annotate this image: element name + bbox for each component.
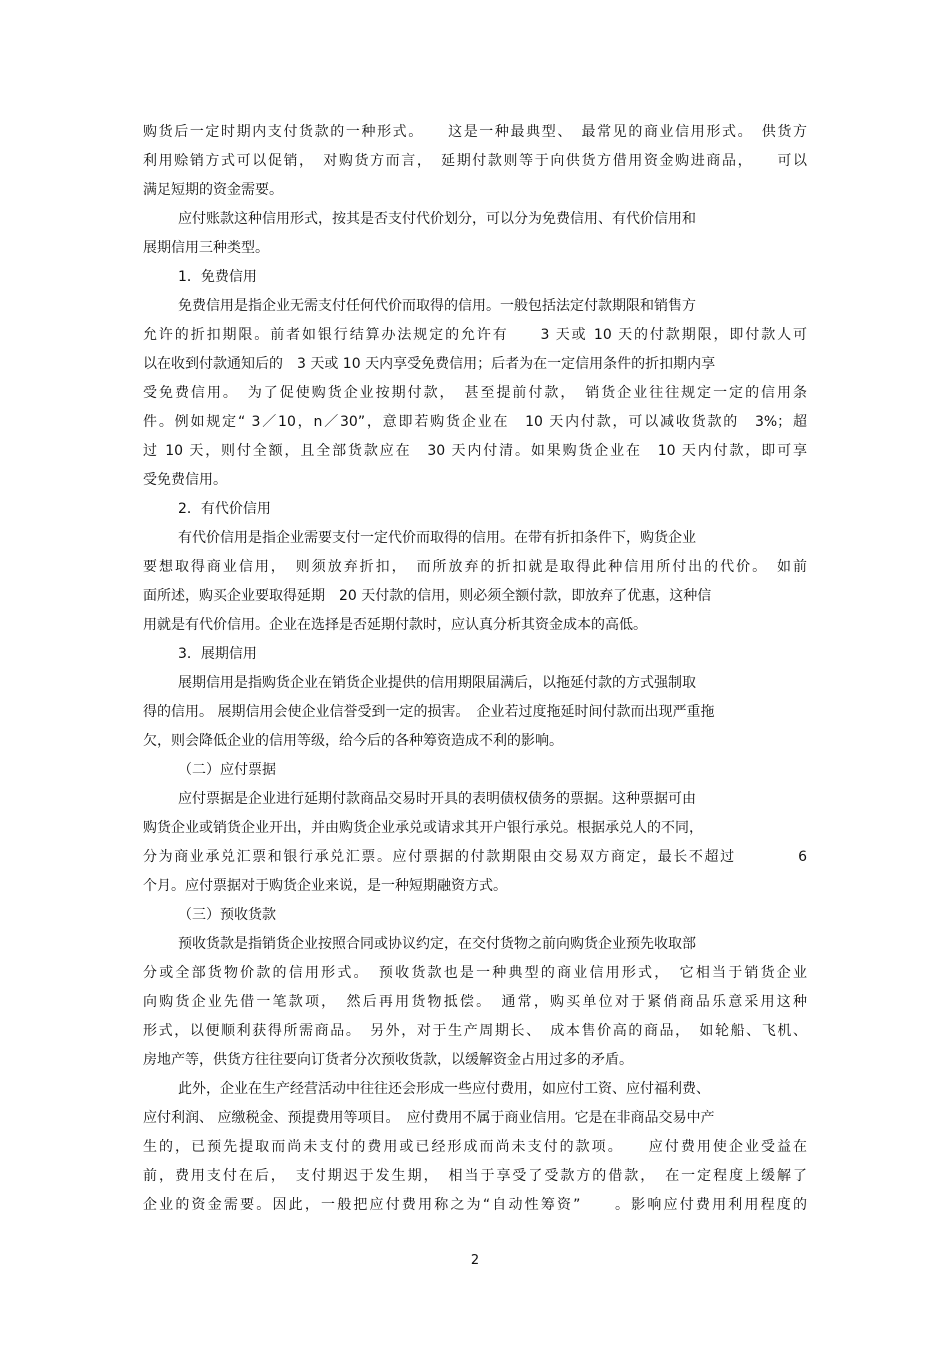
paragraph-first-line: 有代价信用是指企业需要支付一定代价而取得的信用。在带有折扣条件下，购货企业	[178, 530, 696, 546]
text-line: 件。例如规定“ 3／10，n／30”，意即若购货企业在 10 天内付款，可以减收货款的 3%；超	[143, 414, 807, 430]
section-heading: 1．免费信用	[178, 269, 257, 285]
text-line: 个月。应付票据对于购货企业来说，是一种短期融资方式。	[143, 878, 507, 894]
text-line: 用就是有代价信用。企业在选择是否延期付款时，应认真分析其资金成本的高低。	[143, 617, 647, 633]
text-line: 受免费信用。	[143, 472, 227, 488]
text-line: 受免费信用。 为了促使购货企业按期付款， 甚至提前付款， 销货企业往往规定一定的信用条	[143, 385, 807, 401]
text-line: 购货后一定时期内支付货款的一种形式。 这是一种最典型、 最常见的商业信用形式。 供货方	[143, 124, 807, 140]
paragraph-first-line: 此外，企业在生产经营活动中往往还会形成一些应付费用，如应付工资、应付福利费、	[178, 1081, 710, 1097]
text-line: 企业的资金需要。因此，一般把应付费用称之为“自动性筹资” 。影响应付费用利用程度的	[143, 1197, 807, 1213]
text-line: 利用赊销方式可以促销， 对购货方而言， 延期付款则等于向供货方借用资金购进商品， 可以	[143, 153, 807, 169]
text-line: 展期信用三种类型。	[143, 240, 269, 256]
text-line: 分或全部货物价款的信用形式。 预收货款也是一种典型的商业信用形式， 它相当于销货企业	[143, 965, 807, 981]
text-line: 以在收到付款通知后的 3 天或 10 天内享受免费信用；后者为在一定信用条件的折扣期内享	[143, 356, 716, 372]
text-line: 得的信用。 展期信用会使企业信誉受到一定的损害。 企业若过度拖延时间付款而出现严重拖	[143, 704, 715, 720]
text-line: 面所述，购买企业要取得延期 20 天付款的信用，则必须全额付款，即放弃了优惠，这种信	[143, 588, 712, 604]
text-line: 房地产等，供货方往往要向订货者分次预收货款，以缓解资金占用过多的矛盾。	[143, 1052, 633, 1068]
text-line: 欠，则会降低企业的信用等级，给今后的各种筹资造成不利的影响。	[143, 733, 563, 749]
section-heading: 3．展期信用	[178, 646, 257, 662]
paragraph-first-line: 免费信用是指企业无需支付任何代价而取得的信用。一般包括法定付款期限和销售方	[178, 298, 696, 314]
text-line: 向购货企业先借一笔款项， 然后再用货物抵偿。 通常，购买单位对于紧俏商品乐意采用这种	[143, 994, 807, 1010]
text-line: 满足短期的资金需要。	[143, 182, 283, 198]
text-line: 分为商业承兑汇票和银行承兑汇票。应付票据的付款期限由交易双方商定，最长不超过 6	[143, 849, 807, 865]
text-line: 生的，已预先提取而尚未支付的费用或已经形成而尚未支付的款项。 应付费用使企业受益在	[143, 1139, 807, 1155]
text-line: 购货企业或销货企业开出，并由购货企业承兑或请求其开户银行承兑。根据承兑人的不同，	[143, 820, 703, 836]
text-line: 要想取得商业信用， 则须放弃折扣， 而所放弃的折扣就是取得此种信用所付出的代价。 如前	[143, 559, 807, 575]
page-number: 2	[470, 1253, 480, 1268]
text-line: 前，费用支付在后， 支付期迟于发生期， 相当于享受了受款方的借款， 在一定程度上缓解了	[143, 1168, 807, 1184]
text-line: 应付利润、 应缴税金、预提费用等项目。 应付费用不属于商业信用。它是在非商品交易中产	[143, 1110, 715, 1126]
paragraph-first-line: 应付账款这种信用形式，按其是否支付代价划分，可以分为免费信用、有代价信用和	[178, 211, 696, 227]
paragraph-first-line: 预收货款是指销货企业按照合同或协议约定，在交付货物之前向购货企业预先收取部	[178, 936, 696, 952]
paragraph-first-line: 应付票据是企业进行延期付款商品交易时开具的表明债权债务的票据。这种票据可由	[178, 791, 696, 807]
chapter-heading: （三）预收货款	[178, 907, 276, 923]
paragraph-first-line: 展期信用是指购货企业在销货企业提供的信用期限届满后，以拖延付款的方式强制取	[178, 675, 696, 691]
text-line: 允许的折扣期限。前者如银行结算办法规定的允许有 3 天或 10 天的付款期限，即付款人可	[143, 327, 807, 343]
chapter-heading: （二）应付票据	[178, 762, 276, 778]
text-line: 形式，以便顺利获得所需商品。 另外，对于生产周期长、 成本售价高的商品， 如轮船、飞机、	[143, 1023, 807, 1039]
section-heading: 2．有代价信用	[178, 501, 271, 517]
text-line: 过 10 天，则付全额，且全部货款应在 30 天内付清。如果购货企业在 10 天内付款，即可享	[143, 443, 807, 459]
